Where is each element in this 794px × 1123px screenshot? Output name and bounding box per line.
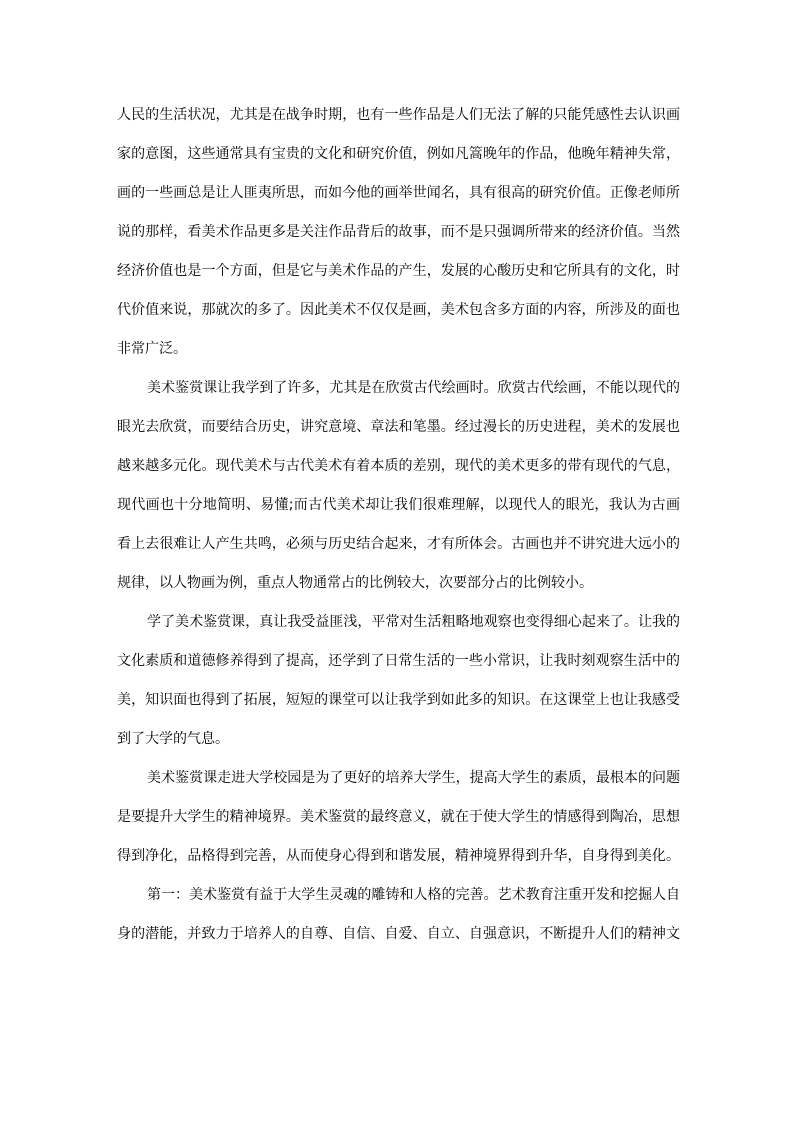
text-line: 到了大学的气息。 <box>117 731 229 747</box>
text-line: 看上去很难让人产生共鸣，必须与历史结合起来，才有所体会。古画也并不讲究进大远小的 <box>117 536 680 552</box>
text-line: 经济价值也是一个方面，但是它与美术作品的产生，发展的心酸历史和它所具有的文化，时 <box>117 263 680 279</box>
text-line: 是要提升大学生的精神境界。美术鉴赏的最终意义，就在于使大学生的情感得到陶冶，思想 <box>117 809 680 825</box>
text-line: 眼光去欣赏，而要结合历史，讲究意境、章法和笔墨。经过漫长的历史进程，美术的发展也 <box>117 419 680 435</box>
text-line: 身的潜能，并致力于培养人的自尊、自信、自爱、自立、自强意识，不断提升人们的精神文 <box>117 926 680 942</box>
text-line: 越来越多元化。现代美术与古代美术有着本质的差别，现代的美术更多的带有现代的气息， <box>117 458 680 474</box>
text-line: 画的一些画总是让人匪夷所思，而如今他的画举世闻名，具有很高的研究价值。正像老师所 <box>117 185 680 201</box>
paragraph-5 <box>117 876 680 954</box>
text-line: 规律，以人物画为例，重点人物通常占的比例较大，次要部分占的比例较小。 <box>117 575 593 591</box>
paragraph-1 <box>117 96 680 369</box>
text-line: 美术鉴赏课走进大学校园是为了更好的培养大学生，提高大学生的素质，最根本的问题 <box>147 770 680 786</box>
text-line: 美术鉴赏课让我学到了许多，尤其是在欣赏古代绘画时。欣赏古代绘画，不能以现代的 <box>147 380 680 396</box>
text-line: 美，知识面也得到了拓展，短短的课堂可以让我学到如此多的知识。在这课堂上也让我感受 <box>117 692 680 708</box>
paragraph-3 <box>117 603 680 759</box>
text-line: 人民的生活状况，尤其是在战争时期，也有一些作品是人们无法了解的只能凭感性去认识画 <box>117 107 680 123</box>
text-line: 家的意图，这些通常具有宝贵的文化和研究价值，例如凡篙晚年的作品，他晚年精神失常， <box>117 146 680 162</box>
text-line: 代价值来说，那就次的多了。因此美术不仅仅是画，美术包含多方面的内容，所涉及的面也 <box>117 302 680 318</box>
text-line: 说的那样，看美术作品更多是关注作品背后的故事，而不是只强调所带来的经济价值。当然 <box>117 224 680 240</box>
paragraph-4 <box>117 759 680 876</box>
text-line: 非常广泛。 <box>117 341 187 357</box>
text-line: 现代画也十分地简明、易懂;而古代美术却让我们很难理解，以现代人的眼光，我认为古画 <box>117 497 680 513</box>
text-line: 得到净化，品格得到完善，从而使身心得到和谐发展，精神境界得到升华，自身得到美化。 <box>117 848 680 864</box>
document-body <box>117 96 680 954</box>
paragraph-2 <box>117 369 680 603</box>
text-line: 文化素质和道德修养得到了提高，还学到了日常生活的一些小常识，让我时刻观察生活中的 <box>117 653 680 669</box>
text-line: 学了美术鉴赏课，真让我受益匪浅，平常对生活粗略地观察也变得细心起来了。让我的 <box>147 614 680 630</box>
text-line: 第一：美术鉴赏有益于大学生灵魂的雕铸和人格的完善。艺术教育注重开发和挖掘人自 <box>147 887 680 903</box>
